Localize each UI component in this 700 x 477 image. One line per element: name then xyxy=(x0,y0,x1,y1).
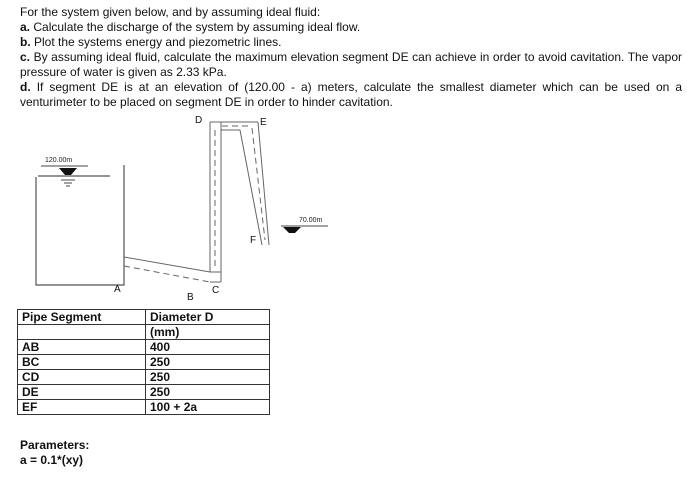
header-unit: (mm) xyxy=(146,325,270,340)
point-d-label: D xyxy=(195,115,203,126)
question-c: c. By assuming ideal fluid, calculate the maximum elevation segment DE can achieve in order to avoid cavitation. The vapor pressure of water is given as 2.33 kPa. xyxy=(20,50,682,79)
diameter-cell: 250 xyxy=(146,370,270,385)
header-empty xyxy=(18,325,146,340)
diameter-cell: 400 xyxy=(146,340,270,355)
segment-cell: DE xyxy=(18,385,146,400)
pipe-segment-table xyxy=(17,309,270,415)
table-row xyxy=(18,385,270,400)
diameter-cell: 100 + 2a xyxy=(146,400,270,415)
question-a: a. Calculate the discharge of the system by assuming ideal flow. xyxy=(20,20,361,34)
diameter-cell: 250 xyxy=(146,385,270,400)
point-e-label: E xyxy=(260,117,267,128)
parameters-title: Parameters: xyxy=(20,438,90,452)
segment-cell: AB xyxy=(18,340,146,355)
header-pipe-segment: Pipe Segment xyxy=(18,310,146,325)
table-row xyxy=(18,340,270,355)
diameter-cell: 250 xyxy=(146,355,270,370)
table-row xyxy=(18,400,270,415)
table-header-row-2 xyxy=(18,325,270,340)
segment-cell: CD xyxy=(18,370,146,385)
problem-intro: For the system given below, and by assuming ideal fluid: xyxy=(20,5,321,19)
question-b: b. Plot the systems energy and piezometric lines. xyxy=(20,35,282,49)
parameters-formula: a = 0.1*(xy) xyxy=(20,453,84,467)
parameters-block xyxy=(20,438,89,468)
pipe-line xyxy=(124,122,269,282)
header-diameter: Diameter D xyxy=(146,310,270,325)
segment-cell: BC xyxy=(18,355,146,370)
point-b-label: B xyxy=(187,292,194,303)
question-d: d. If segment DE is at an elevation of (120.00 - a) meters, calculate the smallest diameter which can be used on a venturimeter to be placed on segment DE in order to hinder cavitation. xyxy=(20,80,682,109)
water-level-symbol-lower xyxy=(281,226,328,233)
upper-reservoir xyxy=(36,165,124,285)
lower-level-label: 70.00m xyxy=(299,217,323,224)
point-f-label: F xyxy=(250,235,257,246)
point-a-label: A xyxy=(114,284,121,295)
table-header-row xyxy=(18,310,270,325)
upper-level-label: 120.00m xyxy=(45,157,73,164)
table-row xyxy=(18,370,270,385)
segment-cell: EF xyxy=(18,400,146,415)
table-row xyxy=(18,355,270,370)
point-c-label: C xyxy=(212,285,220,296)
